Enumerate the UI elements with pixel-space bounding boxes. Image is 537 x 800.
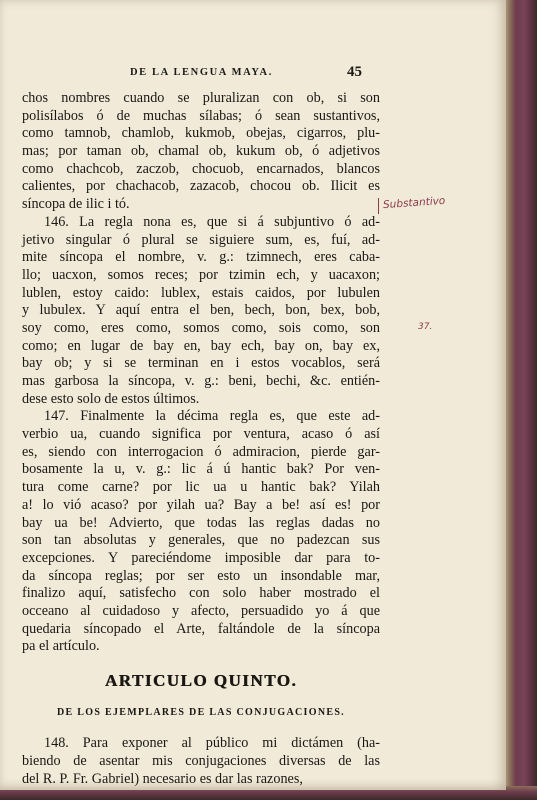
margin-note-number: 37.: [418, 322, 433, 332]
text-line: finalizo aquí, satisfecho con solo haber mostrado el: [22, 585, 380, 602]
text-line: polisílabos ó de muchas sílabas; ó sean sustantivos,: [22, 107, 380, 124]
page-header: [0, 64, 506, 82]
text-line: calientes, por chachacob, zazacob, chocou ob. Ilicit es: [22, 178, 380, 195]
text-line: bay ob; y si se terminan en i estos vocablos, será: [22, 355, 380, 372]
text-line: lublen, estoy caido: lublex, estais caidos, por lubulen: [22, 284, 380, 301]
text-line: 148. Para exponer al público mi dictámen (ha-: [44, 735, 380, 752]
text-line: mite síncopa el nombre, v. g.: tzimnech, eres caba-: [22, 249, 380, 266]
text-line: del R. P. Fr. Gabriel) necesario es dar las razones,: [22, 770, 303, 787]
text-line: biendo de asentar mis conjugaciones diversas de las: [22, 753, 380, 770]
text-line: jetivo singular ó plural se siguiere sum, es, fuí, ad-: [22, 231, 380, 248]
text-line: verbio ua, cuando significa por ventura, acaso ó así: [22, 426, 380, 443]
text-line: pa el artículo.: [22, 638, 100, 655]
text-line: 146. La regla nona es, que si á subjuntivo ó ad-: [44, 213, 380, 230]
text-line: síncopa de ilic i tó.: [22, 196, 130, 213]
text-line: a! lo vió acaso? por yilah ua? Bay a be! así es! por: [22, 496, 380, 513]
text-line: como; en lugar de bay en, bay ech, bay on, bay ex,: [22, 337, 380, 354]
section-subtitle: DE LOS EJEMPLARES DE LAS CONJUGACIONES.: [57, 706, 345, 718]
text-line: dese esto solo de estos últimos.: [22, 390, 200, 407]
text-line: quedaria síncopado el Arte, faltándole de la síncopa: [22, 620, 380, 637]
text-line: excepciones. Y pareciéndome imposible dar para to-: [22, 549, 380, 566]
text-line: bay ua be! Advierto, que todas las reglas dadas no: [22, 514, 380, 531]
text-line: tura come carne? por lic ua u hantic bak? Yilah: [22, 479, 380, 496]
text-line: soy como, eres como, somos como, sois como, son: [22, 319, 380, 336]
running-title: DE LA LENGUA MAYA.: [130, 67, 273, 78]
text-line: y lubulex. Y aquí entra el ben, bech, bon, bex, bob,: [22, 302, 380, 319]
margin-note-word: Substantivo: [382, 194, 446, 212]
paragraphs-bottom: [22, 735, 380, 788]
text-line: occeano al cuidadoso y afecto, persuadido yo á que: [22, 602, 380, 619]
page-number: 45: [347, 64, 362, 80]
text-line: como chachcob, zaczob, chocuob, encarnados, blancos: [22, 160, 380, 177]
text-line: llo; uacxon, somos reces; por tzimin ech, y uacaxon;: [22, 266, 380, 283]
section-title: ARTICULO QUINTO.: [104, 671, 298, 690]
text-line: como tamnob, chamlob, kukmob, obejas, cigarros, plu-: [22, 125, 380, 142]
text-line: es, siendo con interrogacion ó admiracion, pierde gar-: [22, 443, 380, 460]
text-line: da síncopa reglas; por ser esto un insondable mar,: [22, 567, 380, 584]
text-line: 147. Finalmente la décima regla es, que este ad-: [44, 408, 380, 425]
page-body: [22, 90, 380, 788]
text-line: mas; por taman ob, chamal ob, kukum ob, ó adjetivos: [22, 143, 380, 160]
paragraphs-top: [22, 90, 380, 656]
text-line: chos nombres cuando se pluralizan con ob, si son: [22, 90, 380, 106]
text-line: bosamente la u, v. g.: lic á ú hantic bak? Por ven-: [22, 461, 380, 478]
text-line: son tan absolutas y generales, que no padezcan sus: [22, 532, 380, 549]
text-line: mas garbosa la síncopa, v. g.: beni, bechi, &c. entién-: [22, 373, 380, 389]
